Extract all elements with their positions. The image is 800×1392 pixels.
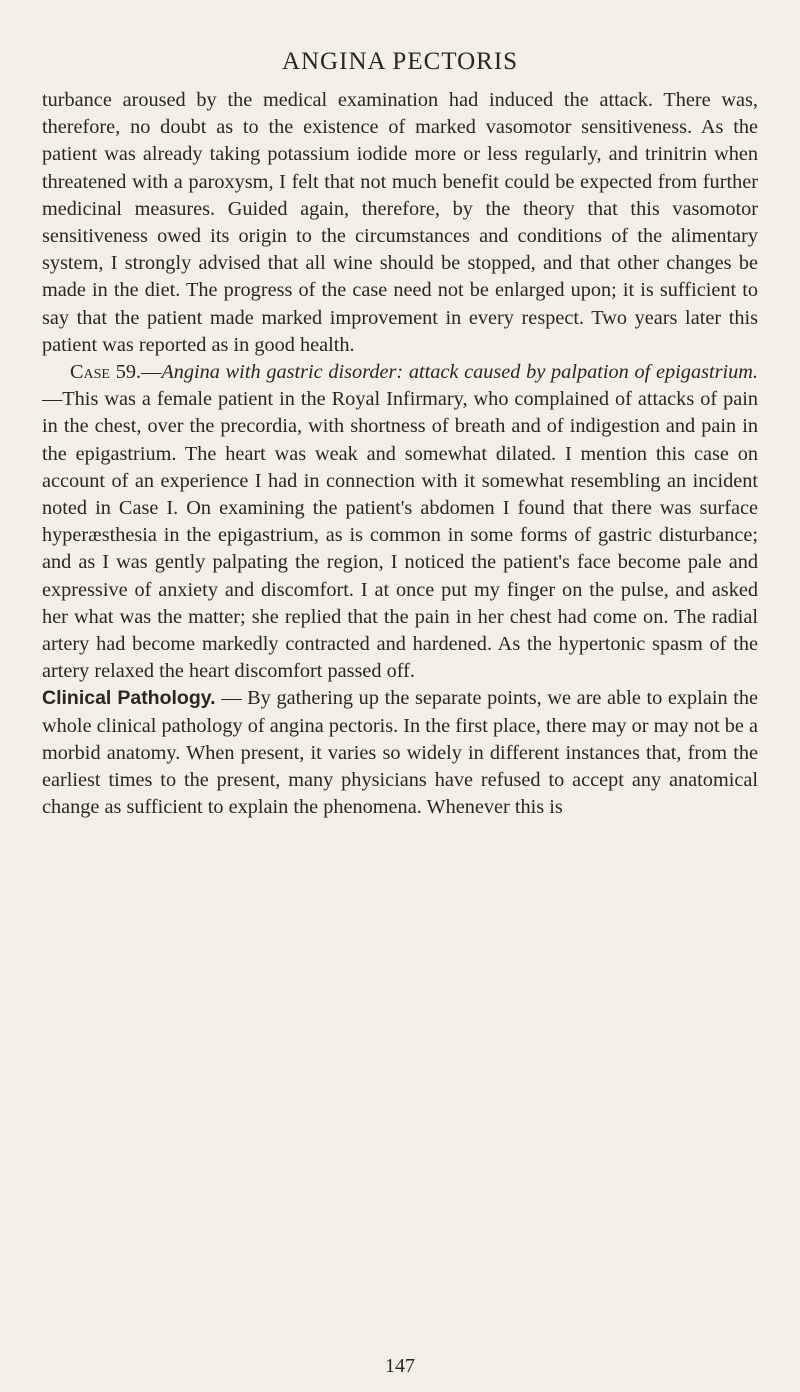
paragraph-continuation: turbance aroused by the medical examination had induced the attack. There was, therefore, no doubt as to the existence of marked vasomotor sensitiveness. As the patient was already taking potassium iodide more or less regularly, and trinitrin when threatened with a paroxysm, I felt that not much benefit could be expected from further medicinal measures. Guided again, therefore, by the theory that this vasomotor sensitiveness owed its origin to the circumstances and conditions of the alimentary system, I strongly advised that all wine should be stopped, and that other changes be made in the diet. The progress of the case need not be enlarged upon; it is sufficient to say that the patient made marked improvement in every respect. Two years later this patient was reported as in good health.: [42, 89, 758, 356]
body-text: [42, 87, 758, 821]
case-dash: —: [141, 361, 162, 384]
case-dash-2: —: [42, 388, 63, 411]
running-title: ANGINA PECTORIS: [281, 48, 519, 75]
section-dash: —: [215, 687, 248, 710]
case-body: This was a female patient in the Royal Infirmary, who complained of attacks of pain in the chest, over the precordia, with shortness of breath and of indigestion and pain in the epigastrium. The heart was weak and somewhat dilated. I mention this case on account of an experience I had in connection with it somewhat resembling an incident noted in Case I. On examining the patient's abdomen I found that there was surface hyperæsthesia in the epigastrium, as is common in some forms of gastric disturbance; and as I was gently palpating the region, I noticed the patient's face become pale and expressive of anxiety and discomfort. I at once put my finger on the pulse, and asked her what was the matter; she replied that the pain in her chest had come on. The radial artery had become markedly contracted and hardened. As the hypertonic spasm of the artery relaxed the heart discomfort passed off.: [42, 388, 758, 683]
case-label: Case 59.: [70, 361, 142, 384]
section-paragraph: [42, 685, 758, 821]
page-number: 147: [385, 1355, 415, 1377]
section-body: By gathering up the separate points, we are able to explain the whole clinical pathology of angina pectoris. In the first place, there may or may not be a morbid anatomy. When present, it varies so widely in different instances that, from the earliest times to the present, many physicians have refused to accept any anatomical change as sufficient to explain the phenomena. Whenever this is: [42, 687, 759, 819]
case-paragraph: [42, 359, 758, 685]
case-title: Angina with gastric disorder: attack caused by palpation of epigastrium.: [161, 361, 758, 384]
section-heading: Clinical Pathology.: [42, 687, 216, 710]
